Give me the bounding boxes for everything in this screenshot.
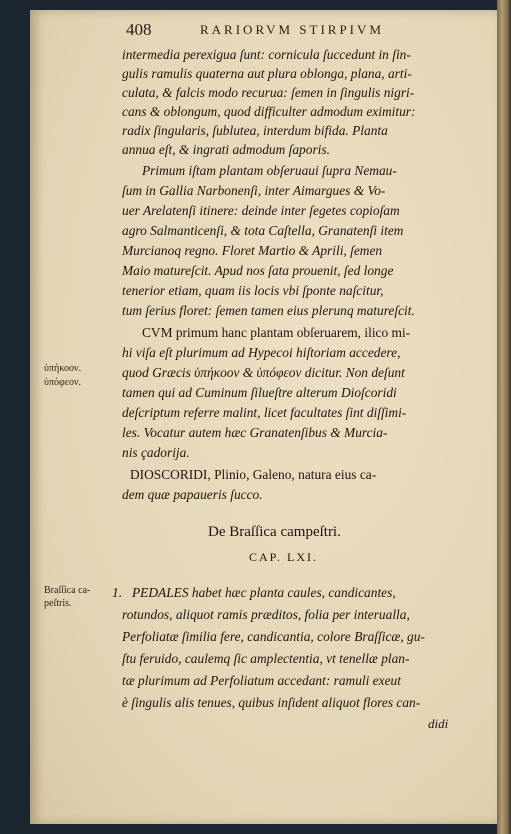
text-line: deſcriptum referre malint, licet facultates ſint diſſimi-: [122, 405, 407, 420]
book-fore-edge: [497, 0, 511, 834]
text-line: DIOSCORIDI, Plinio, Galeno, natura eius ca-: [130, 467, 377, 482]
text-line: ſtu feruido, caulemq ſic amplectentia, vt tenellæ plan-: [122, 651, 410, 666]
text-line: Murcianoq regno. Floret Martio & Aprili, ſemen: [122, 243, 383, 258]
text-line: uer Arelatenſi itinere: deinde inter ſegetes copioſam: [122, 203, 400, 218]
text-line: tenerior etiam, quam iis locis vbi ſponte naſcitur,: [122, 283, 384, 298]
text-line: CVM primum hanc plantam obſeruarem, ilico mi-: [142, 325, 411, 340]
text-line: agro Salmanticenſi, & tota Caſtella, Granatenſi item: [122, 223, 404, 238]
text-line: les. Vocatur autem hæc Granatenſibus & Murcia-: [122, 425, 388, 440]
text-line: tum ſerius floret: ſemen tamen eius plerunq matureſcit.: [122, 303, 415, 318]
margin-note-greek-2: ὑπόφεον.: [44, 377, 81, 388]
text-line: è ſingulis alis tenues, quibus inſident aliquot flores can-: [122, 695, 421, 710]
text-line: tæ plurimum ad Perfoliatum accedant: ramuli exeut: [122, 673, 401, 688]
text-line: rotundos, aliquot ramis præditos, folia per interualla,: [122, 607, 410, 622]
text-line: radix ſingularis, ſublutea, interdum bifida. Planta: [122, 123, 388, 138]
text-line: annua eſt, & ingrati admodum ſaporis.: [122, 142, 330, 157]
chapter-number: CAP. LXI.: [249, 550, 319, 564]
margin-note-brassica-1: Braſſica ca-: [44, 585, 91, 596]
text-line: PEDALES habet hæc planta caules, candicantes,: [132, 585, 396, 600]
text-line: tamen qui ad Cuminum ſilueſtre alterum Dioſcoridi: [122, 385, 397, 400]
running-head: RARIORVM STIRPIVM: [200, 22, 384, 37]
text-line: Perfoliatæ ſimilia fere, candicantia, colore Braſſicæ, gu-: [122, 629, 425, 644]
text-line: dem quæ papaueris ſucco.: [122, 487, 263, 502]
chapter-title: De Braſſica campeſtri.: [208, 524, 341, 540]
text-line: hi viſa eſt plurimum ad Hypecoi hiſtoriam accedere,: [122, 345, 401, 360]
text-line: Primum iſtam plantam obſeruaui ſupra Nemau-: [142, 163, 397, 178]
page-number: 408: [126, 20, 152, 39]
text-line: ſum in Gallia Narbonenſi, inter Aimargues & Vo-: [122, 183, 386, 198]
book-page: [30, 10, 497, 824]
margin-note-greek-1: ὑπήκοον.: [44, 363, 82, 374]
text-line: cans & oblongum, quod difficulter admodum eximitur:: [122, 104, 416, 119]
margin-note-brassica-2: peſtris.: [44, 598, 72, 609]
text-line: quod Græcis ὑπήκοον & ὑπόφεον dicitur. Non deſunt: [122, 365, 405, 380]
catchword: didi: [428, 716, 449, 731]
section-number: 1.: [112, 585, 123, 600]
text-line: nis çadorija.: [122, 445, 190, 460]
text-line: Maio matureſcit. Apud nos ſata prouenit, ſed longe: [122, 263, 394, 278]
text-line: culata, & falcis modo recurua: ſemen in ſingulis nigri-: [122, 85, 415, 100]
text-line: intermedia perexigua ſunt: cornicula ſuccedunt in ſin-: [122, 47, 411, 62]
background-left: [0, 0, 30, 834]
text-line: gulis ramulis quaterna aut plura oblonga, plana, arti-: [122, 66, 412, 81]
